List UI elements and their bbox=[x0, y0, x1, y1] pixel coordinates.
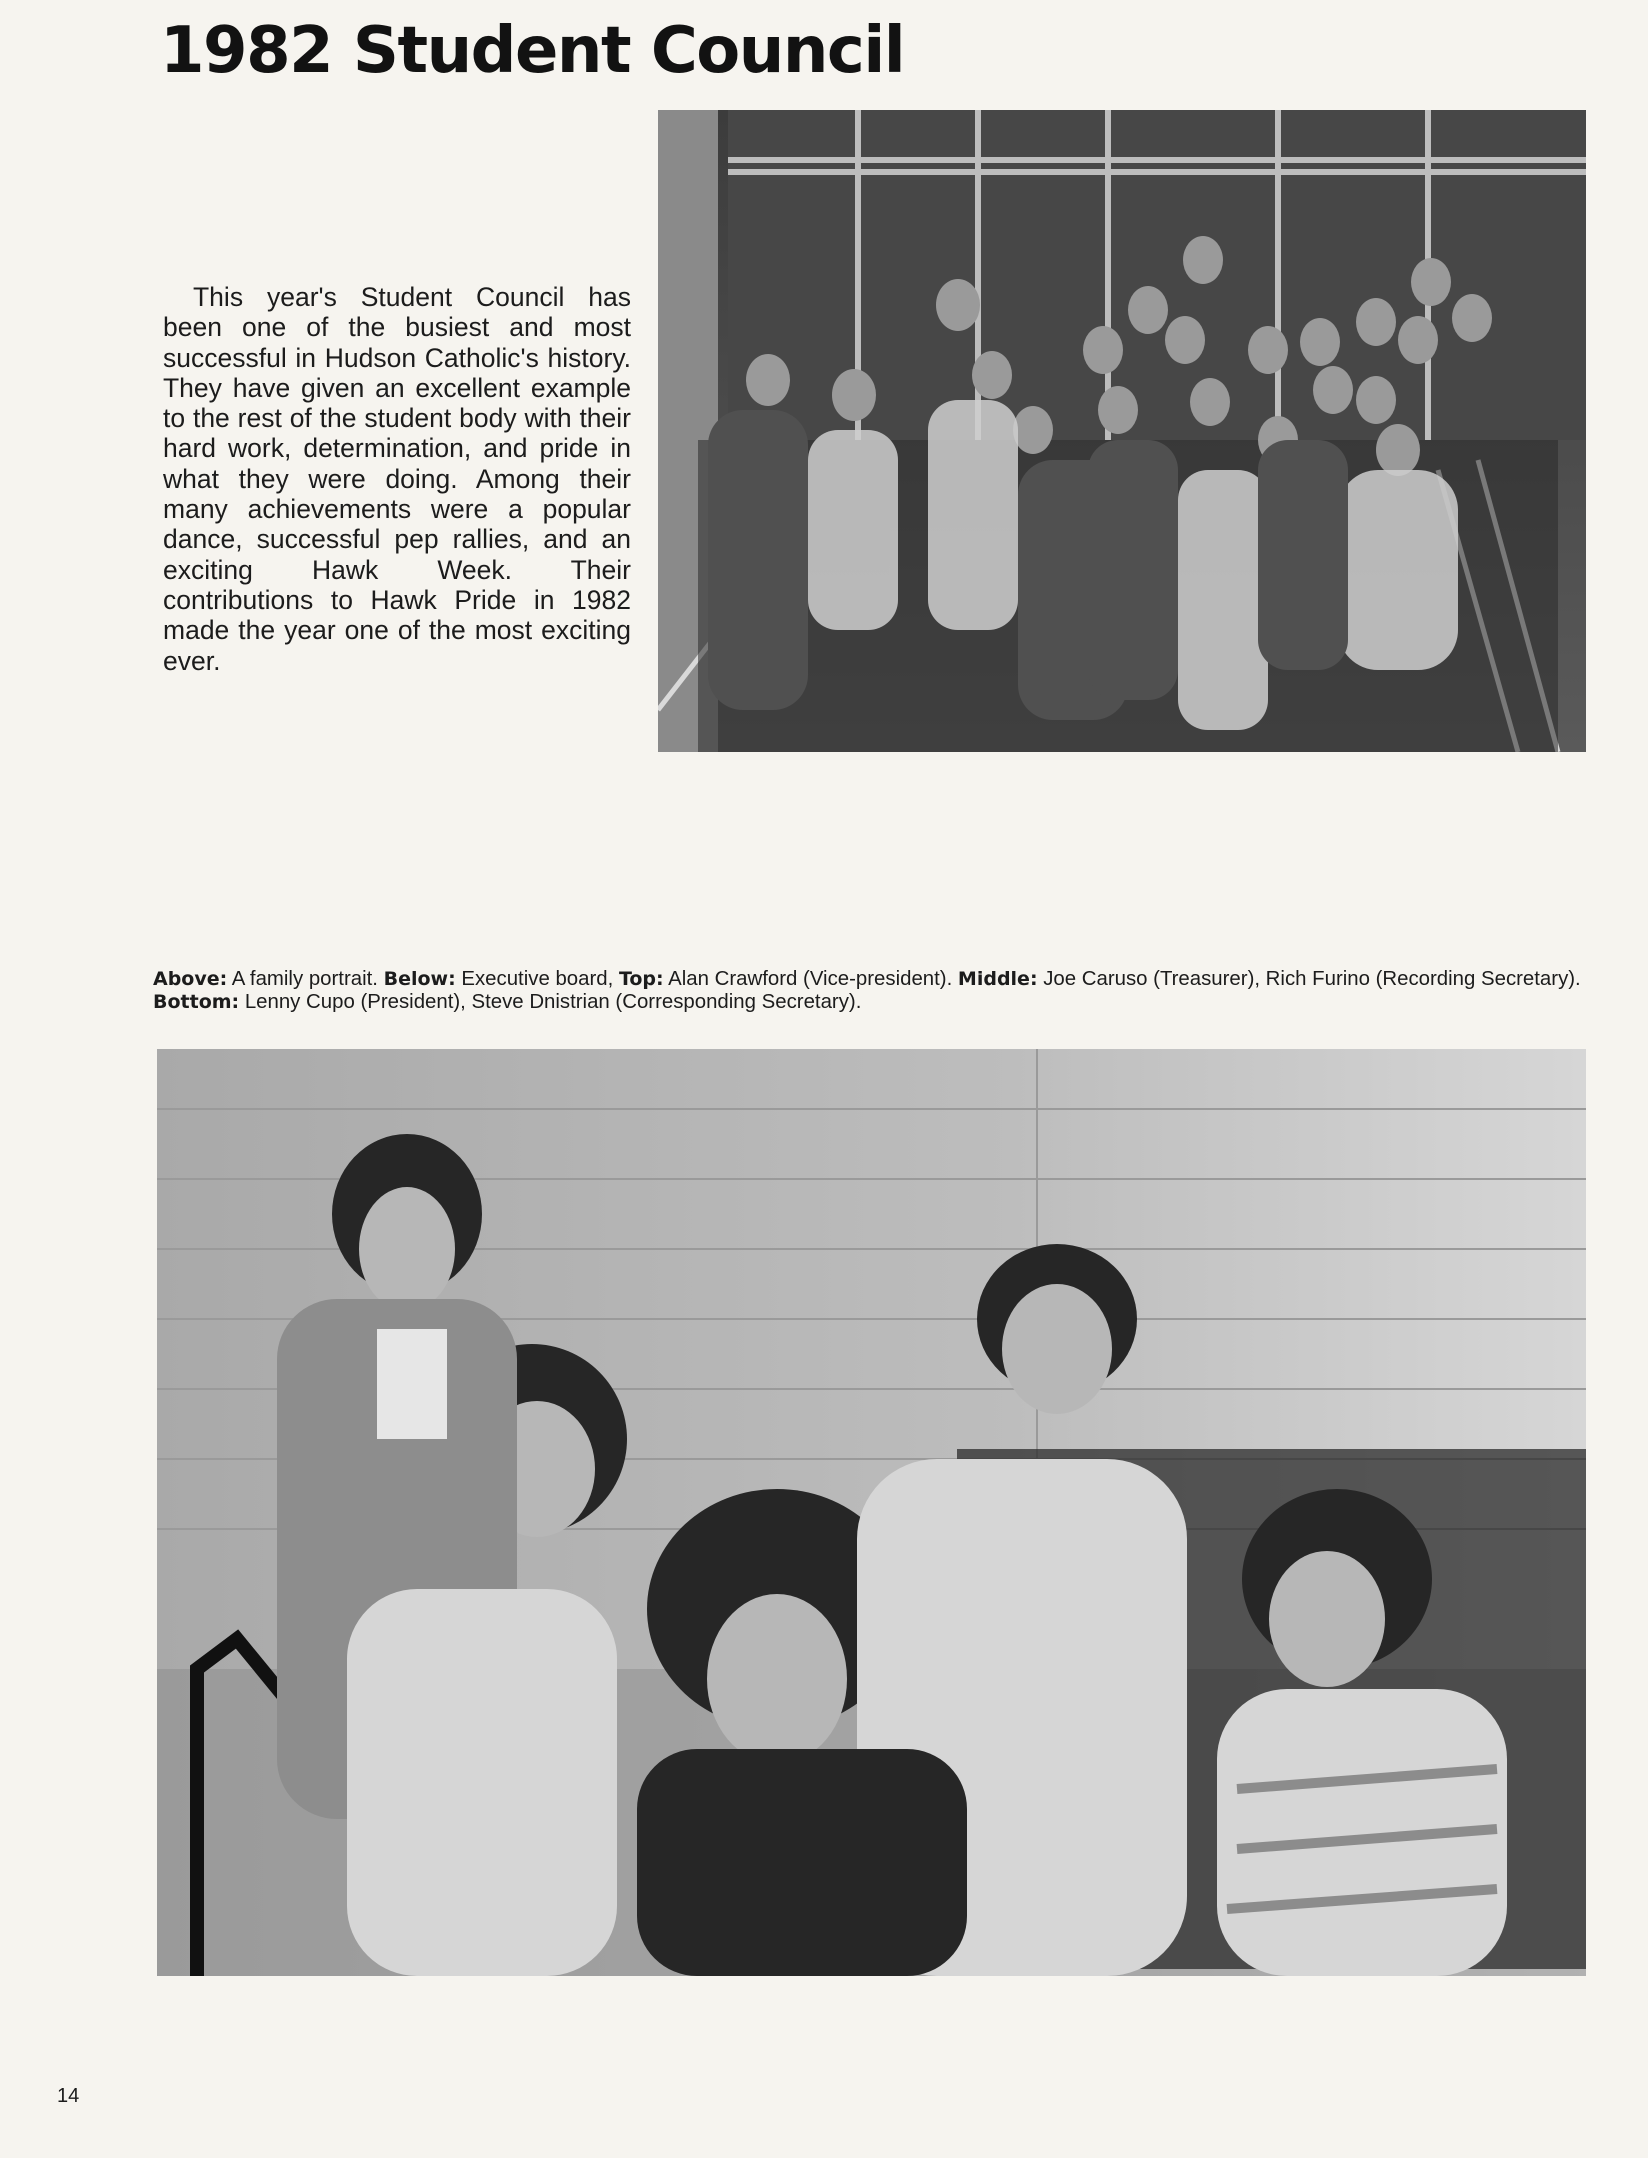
photo-caption bbox=[153, 968, 1586, 1014]
page-number: 14 bbox=[57, 2085, 80, 2107]
caption-label-middle: Middle: bbox=[957, 968, 1038, 990]
caption-text-bottom: Lenny Cupo (President), Steve Dnistrian (Corresponding Secretary). bbox=[239, 991, 862, 1013]
page-title: 1982 Student Council bbox=[160, 14, 905, 88]
caption-text-below: Executive board, bbox=[455, 968, 619, 990]
caption-label-below: Below: bbox=[383, 968, 456, 990]
caption-label-top: Top: bbox=[618, 968, 664, 990]
executive-board-photo bbox=[157, 1049, 1586, 1976]
intro-paragraph: This year's Student Council has been one of the busiest and most successful in Hudson Catholic's history. They have given an excellent example to the rest of the student body with their hard work, determination, and pride in what they were doing. Among their many achievements were a popular dance, successful pep rallies, and an exciting Hawk Week. Their contributions to Hawk Pride in 1982 made the year one of the most exciting ever. bbox=[163, 282, 631, 676]
caption-label-above: Above: bbox=[153, 968, 228, 990]
caption-text-middle: Joe Caruso (Treasurer), Rich Furino (Recording Secretary). bbox=[1037, 968, 1581, 990]
caption-text-top: Alan Crawford (Vice-president). bbox=[663, 968, 958, 990]
group-photo bbox=[658, 110, 1586, 752]
caption-text-above: A family portrait. bbox=[227, 968, 384, 990]
caption-label-bottom: Bottom: bbox=[153, 991, 240, 1013]
